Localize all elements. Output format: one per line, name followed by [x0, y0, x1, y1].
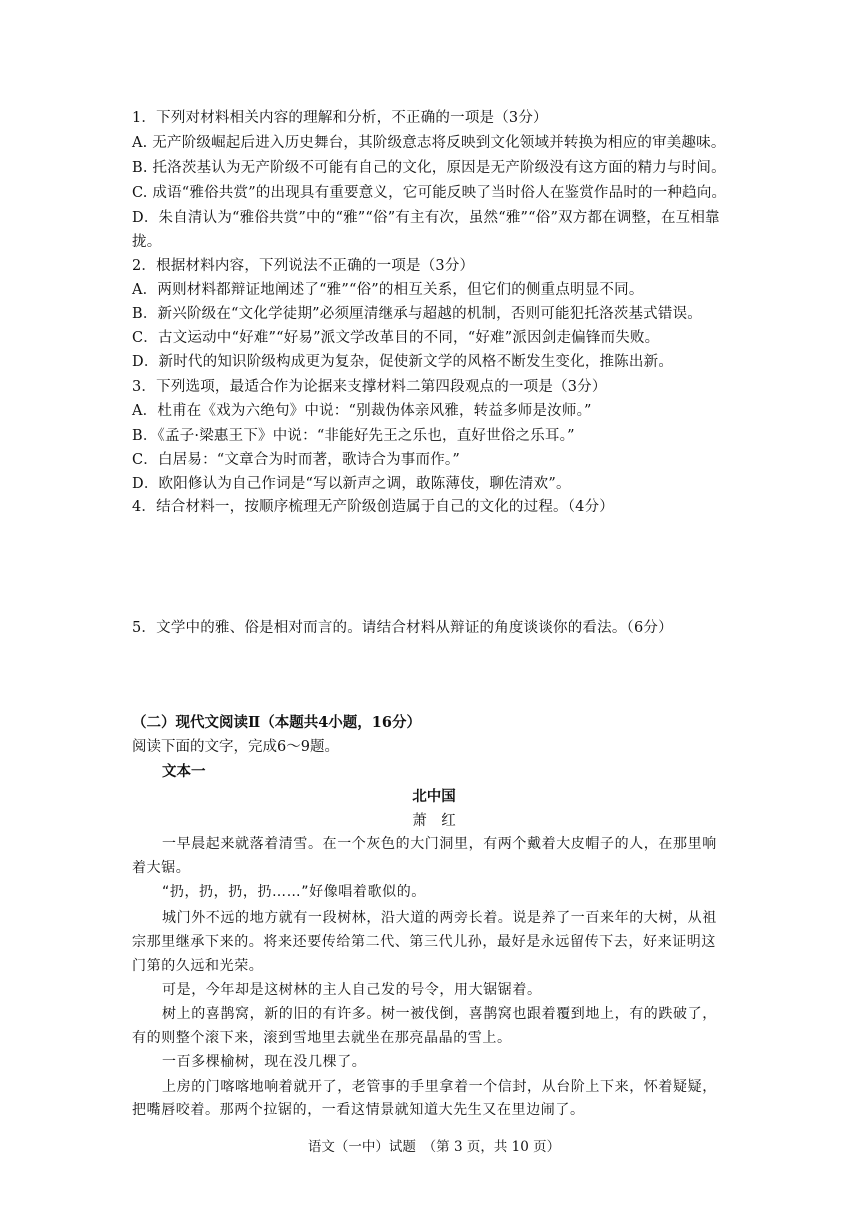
q2-option-d: D．新时代的知识阶级构成更为复杂，促使新文学的风格不断发生变化，推陈出新。 — [132, 354, 674, 370]
q1-option-b: B. 托洛茨基认为无产阶级不可能有自己的文化，原因是无产阶级没有这方面的精力与时间。 — [132, 160, 726, 176]
paragraph-line: 一百多棵榆树，现在没几棵了。 — [162, 1054, 367, 1070]
q4-stem: 4．结合材料一，按顺序梳理无产阶级创造属于自己的文化的过程。（4分） — [132, 499, 614, 515]
section-instruction: 阅读下面的文字，完成6～9题。 — [132, 739, 339, 755]
q1-stem: 1．下列对材料相关内容的理解和分析，不正确的一项是（3分） — [132, 110, 548, 126]
q2-option-c: C．古文运动中“好难”“好易”派文学改革目的不同，“好难”派因剑走偏锋而失败。 — [132, 330, 660, 346]
q1-option-d: D．朱自清认为“雅俗共赏”中的“雅”“俗”有主有次，虽然“雅”“俗”双方都在调整，在互相靠 — [132, 210, 720, 226]
section-heading: （二）现代文阅读Ⅱ（本题共4小题，16分） — [132, 714, 421, 731]
paragraph-line: 宗那里继承下来的。将来还要传给第二代、第三代儿孙，最好是永远留传下去，好来证明这 — [132, 934, 716, 950]
paragraph-line: 把嘴唇咬着。那两个拉锯的，一看这情景就知道大先生又在里边闹了。 — [132, 1102, 585, 1118]
q1-option-a: A. 无产阶级崛起后进入历史舞台，其阶级意志将反映到文化领域并转换为相应的审美趣味。 — [132, 135, 726, 151]
q2-option-b: B．新兴阶级在“文化学徒期”必须厘清继承与超越的机制，否则可能犯托洛茨基式错误。 — [132, 306, 702, 322]
q3-option-a: A．杜甫在《戏为六绝句》中说：“别裁伪体亲风雅，转益多师是汝师。” — [132, 403, 592, 419]
paragraph-line: 有的则整个滚下来，滚到雪地里去就坐在那亮晶晶的雪上。 — [132, 1030, 512, 1046]
text-label: 文本一 — [162, 763, 206, 780]
q3-option-c: C．白居易：“文章合为时而著，歌诗合为事而作。” — [132, 452, 460, 468]
paragraph-line: “扔，扔，扔，扔……”好像唱着歌似的。 — [162, 884, 426, 900]
q1-option-c: C. 成语“雅俗共赏”的出现具有重要意义，它可能反映了当时俗人在鉴赏作品时的一种趋向。 — [132, 185, 727, 201]
q3-stem: 3．下列选项，最适合作为论据来支撑材料二第四段观点的一项是（3分） — [132, 379, 607, 395]
paragraph-line: 着大锯。 — [132, 860, 191, 876]
page-footer: 语文（一中）试题 （第 3 页，共 10 页） — [307, 1139, 561, 1155]
article-title: 北中国 — [412, 788, 456, 805]
paragraph-line: 门第的久远和光荣。 — [132, 958, 264, 974]
q3-option-d: D．欧阳修认为自己作词是“写以新声之调，敢陈薄伎，聊佐清欢”。 — [132, 476, 571, 492]
paragraph-line: 可是，今年却是这树林的主人自己发的号令，用大锯锯着。 — [162, 982, 542, 998]
q5-stem: 5．文学中的雅、俗是相对而言的。请结合材料从辩证的角度谈谈你的看法。（6分） — [132, 620, 673, 636]
q3-option-b: B．《孟子·梁惠王下》中说：“非能好先王之乐也，直好世俗之乐耳。” — [132, 428, 575, 444]
paragraph-line: 一早晨起来就落着清雪。在一个灰色的大门洞里，有两个戴着大皮帽子的人，在那里响 — [162, 836, 717, 852]
q2-option-a: A．两则材料都辩证地阐述了“雅”“俗”的相互关系，但它们的侧重点明显不同。 — [132, 282, 644, 298]
q1-option-d-cont: 拢。 — [132, 234, 162, 250]
paragraph-line: 城门外不远的地方就有一段树林，沿大道的两旁长着。说是养了一百来年的大树，从祖 — [162, 910, 717, 926]
q2-stem: 2．根据材料内容，下列说法不正确的一项是（3分） — [132, 258, 475, 274]
paragraph-line: 树上的喜鹊窝，新的旧的有许多。树一被伐倒，喜鹊窝也跟着覆到地上，有的跌破了， — [162, 1006, 717, 1022]
paragraph-line: 上房的门喀喀地响着就开了，老管事的手里拿着一个信封，从台阶上下来，怀着疑疑， — [162, 1079, 717, 1095]
article-author: 萧 红 — [412, 813, 456, 829]
